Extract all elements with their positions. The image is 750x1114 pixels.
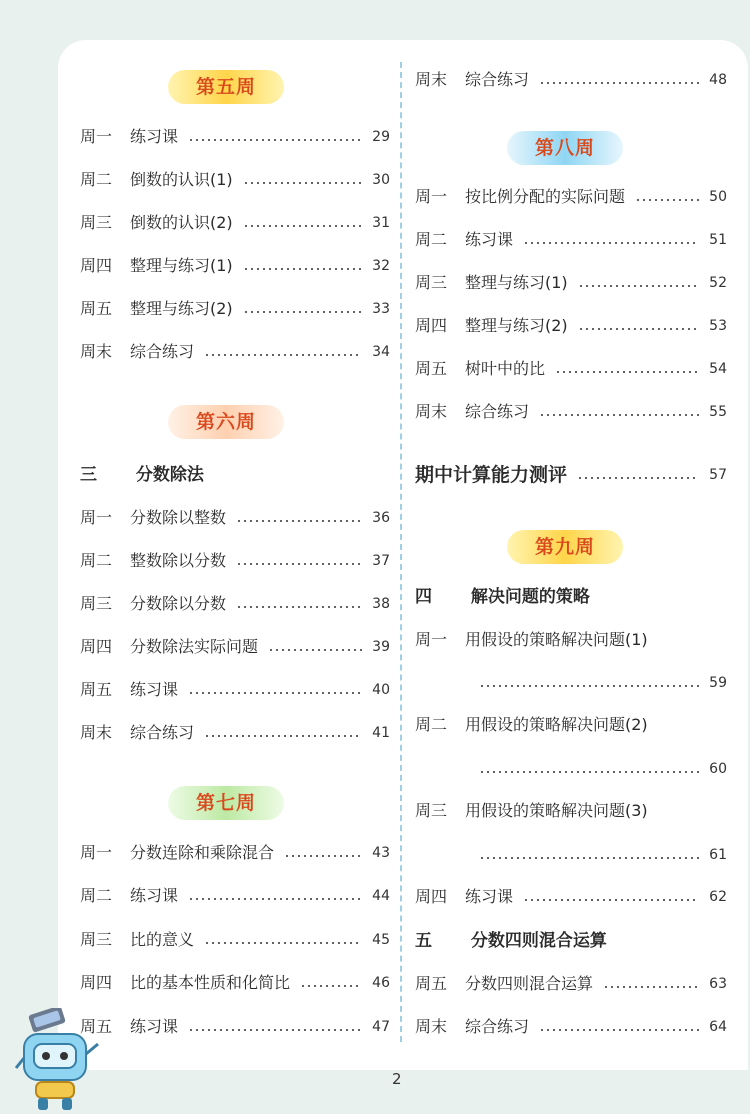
entry-title: 分数除法实际问题 xyxy=(130,637,259,656)
entry-title: 用假设的策略解决问题(2) xyxy=(465,715,648,734)
toc-entry[interactable] xyxy=(80,548,390,574)
toc-entry[interactable] xyxy=(415,67,727,93)
dot-leader xyxy=(236,606,362,608)
toc-entry[interactable] xyxy=(80,1014,390,1040)
toc-entry[interactable] xyxy=(80,124,390,150)
toc-entry[interactable] xyxy=(80,677,390,703)
entry-title: 用假设的策略解决问题(1) xyxy=(465,630,648,649)
entry-title: 整数除以分数 xyxy=(130,551,227,570)
week8-badge: 第八周 xyxy=(507,131,623,165)
toc-entry[interactable] xyxy=(80,634,390,660)
entry-day: 周二 xyxy=(80,551,113,570)
entry-page: 40 xyxy=(372,682,390,698)
dot-leader xyxy=(236,520,362,522)
entry-page: 53 xyxy=(709,318,727,334)
entry-title: 倒数的认识(1) xyxy=(130,170,233,189)
entry-page: 54 xyxy=(709,361,727,377)
toc-entry-line1[interactable] xyxy=(415,798,727,824)
entry-day: 周三 xyxy=(80,594,113,613)
dot-leader xyxy=(603,986,699,988)
dot-leader xyxy=(479,685,699,687)
toc-entry[interactable] xyxy=(80,253,390,279)
unit-heading xyxy=(415,927,607,955)
toc-entry[interactable] xyxy=(415,971,727,997)
entry-day: 周四 xyxy=(80,973,113,992)
entry-title: 按比例分配的实际问题 xyxy=(465,187,626,206)
unit-title: 解决问题的策略 xyxy=(470,587,590,607)
entry-day: 周三 xyxy=(80,213,113,232)
dot-leader xyxy=(268,649,362,651)
entry-page: 59 xyxy=(709,675,727,691)
dot-leader xyxy=(578,285,700,287)
toc-entry-line2[interactable] xyxy=(415,842,727,868)
dot-leader xyxy=(555,371,699,373)
entry-day: 周末 xyxy=(415,1017,448,1036)
entry-day: 周一 xyxy=(80,843,113,862)
dot-leader xyxy=(243,311,363,313)
dot-leader xyxy=(300,985,362,987)
entry-page: 48 xyxy=(709,72,727,88)
unit-number: 三 xyxy=(80,465,97,485)
dot-leader xyxy=(188,898,362,900)
entry-day: 周四 xyxy=(80,256,113,275)
entry-day: 周末 xyxy=(80,723,113,742)
entry-title: 综合练习 xyxy=(465,402,530,421)
entry-title: 练习课 xyxy=(465,887,514,906)
entry-title: 比的基本性质和化简比 xyxy=(130,973,291,992)
entry-day: 周五 xyxy=(415,974,448,993)
toc-entry[interactable] xyxy=(80,505,390,531)
dot-leader xyxy=(635,199,699,201)
unit-number: 四 xyxy=(415,587,432,607)
week5-badge: 第五周 xyxy=(168,70,284,104)
entry-page: 64 xyxy=(709,1019,727,1035)
entry-title: 练习课 xyxy=(130,1017,179,1036)
column-divider xyxy=(400,62,402,1042)
toc-entry[interactable] xyxy=(80,339,390,365)
entry-page: 60 xyxy=(709,761,727,777)
week7-badge: 第七周 xyxy=(168,786,284,820)
entry-title: 树叶中的比 xyxy=(465,359,546,378)
entry-page: 38 xyxy=(372,596,390,612)
entry-page: 44 xyxy=(372,888,390,904)
entry-page: 39 xyxy=(372,639,390,655)
midterm-entry[interactable] xyxy=(415,462,727,488)
entry-page: 51 xyxy=(709,232,727,248)
dot-leader xyxy=(479,857,699,859)
dot-leader xyxy=(243,268,363,270)
entry-day: 周二 xyxy=(80,886,113,905)
entry-day: 周一 xyxy=(80,508,113,527)
dot-leader xyxy=(539,414,699,416)
entry-page: 45 xyxy=(372,932,390,948)
entry-title: 分数除以分数 xyxy=(130,594,227,613)
entry-page: 29 xyxy=(372,129,390,145)
entry-page: 34 xyxy=(372,344,390,360)
toc-entry[interactable] xyxy=(80,296,390,322)
entry-page: 31 xyxy=(372,215,390,231)
entry-day: 周二 xyxy=(80,170,113,189)
dot-leader xyxy=(539,82,699,84)
toc-entry-line1[interactable] xyxy=(415,627,727,653)
entry-page: 55 xyxy=(709,404,727,420)
entry-day: 周三 xyxy=(415,801,448,820)
entry-day: 周五 xyxy=(80,680,113,699)
entry-day: 周三 xyxy=(415,273,448,292)
toc-entry[interactable] xyxy=(415,313,727,339)
entry-title: 综合练习 xyxy=(130,342,195,361)
dot-leader xyxy=(284,855,362,857)
midterm-title: 期中计算能力测评 xyxy=(415,464,568,486)
toc-entry[interactable] xyxy=(80,210,390,236)
entry-page: 57 xyxy=(709,467,727,483)
dot-leader xyxy=(243,225,363,227)
dot-leader xyxy=(204,354,362,356)
entry-page: 37 xyxy=(372,553,390,569)
entry-page: 52 xyxy=(709,275,727,291)
entry-page: 33 xyxy=(372,301,390,317)
entry-day: 周一 xyxy=(80,127,113,146)
toc-entry[interactable] xyxy=(415,270,727,296)
dot-leader xyxy=(204,942,362,944)
toc-entry[interactable] xyxy=(80,840,390,866)
entry-page: 30 xyxy=(372,172,390,188)
toc-entry[interactable] xyxy=(415,184,727,210)
toc-entry[interactable] xyxy=(415,399,727,425)
dot-leader xyxy=(243,182,363,184)
unit-number: 五 xyxy=(415,931,432,951)
toc-entry-line2[interactable] xyxy=(415,756,727,782)
entry-day: 周一 xyxy=(415,630,448,649)
week9-badge: 第九周 xyxy=(507,530,623,564)
entry-title: 整理与练习(1) xyxy=(130,256,233,275)
toc-entry[interactable] xyxy=(415,1014,727,1040)
entry-title: 分数四则混合运算 xyxy=(465,974,594,993)
unit-title: 分数四则混合运算 xyxy=(470,931,607,951)
entry-day: 周末 xyxy=(415,70,448,89)
entry-title: 练习课 xyxy=(130,127,179,146)
dot-leader xyxy=(577,477,699,479)
toc-entry[interactable] xyxy=(80,167,390,193)
entry-page: 36 xyxy=(372,510,390,526)
toc-entry[interactable] xyxy=(415,884,727,910)
toc-entry[interactable] xyxy=(415,227,727,253)
entry-title: 分数除以整数 xyxy=(130,508,227,527)
entry-title: 分数连除和乘除混合 xyxy=(130,843,275,862)
entry-page: 61 xyxy=(709,847,727,863)
dot-leader xyxy=(236,563,362,565)
entry-page: 41 xyxy=(372,725,390,741)
dot-leader xyxy=(523,242,699,244)
entry-title: 练习课 xyxy=(130,680,179,699)
entry-title: 整理与练习(2) xyxy=(465,316,568,335)
entry-title: 综合练习 xyxy=(465,70,530,89)
toc-entry[interactable] xyxy=(80,720,390,746)
dot-leader xyxy=(188,139,362,141)
toc-entry-line2[interactable] xyxy=(415,670,727,696)
entry-day: 周五 xyxy=(415,359,448,378)
entry-day: 周一 xyxy=(415,187,448,206)
entry-title: 练习课 xyxy=(465,230,514,249)
entry-day: 周三 xyxy=(80,930,113,949)
entry-title: 整理与练习(2) xyxy=(130,299,233,318)
toc-entry[interactable] xyxy=(80,883,390,909)
dot-leader xyxy=(204,735,362,737)
entry-day: 周四 xyxy=(415,316,448,335)
entry-title: 用假设的策略解决问题(3) xyxy=(465,801,648,820)
entry-title: 综合练习 xyxy=(465,1017,530,1036)
entry-page: 47 xyxy=(372,1019,390,1035)
entry-day: 周末 xyxy=(415,402,448,421)
entry-page: 46 xyxy=(372,975,390,991)
unit-title: 分数除法 xyxy=(135,465,204,485)
entry-page: 43 xyxy=(372,845,390,861)
entry-title: 倒数的认识(2) xyxy=(130,213,233,232)
entry-day: 周二 xyxy=(415,230,448,249)
entry-page: 50 xyxy=(709,189,727,205)
entry-page: 63 xyxy=(709,976,727,992)
entry-day: 周四 xyxy=(415,887,448,906)
dot-leader xyxy=(523,899,699,901)
entry-day: 周末 xyxy=(80,342,113,361)
unit-heading xyxy=(80,461,204,489)
toc-entry[interactable] xyxy=(80,591,390,617)
entry-title: 比的意义 xyxy=(130,930,195,949)
week6-badge: 第六周 xyxy=(168,405,284,439)
entry-page: 62 xyxy=(709,889,727,905)
dot-leader xyxy=(578,328,700,330)
entry-title: 练习课 xyxy=(130,886,179,905)
robot-mascot-icon xyxy=(14,1008,104,1112)
page-number: 2 xyxy=(392,1070,402,1088)
toc-entry[interactable] xyxy=(80,927,390,953)
dot-leader xyxy=(188,1029,362,1031)
toc-entry-line1[interactable] xyxy=(415,712,727,738)
entry-title: 整理与练习(1) xyxy=(465,273,568,292)
dot-leader xyxy=(188,692,362,694)
entry-day: 周四 xyxy=(80,637,113,656)
entry-day: 周二 xyxy=(415,715,448,734)
toc-entry[interactable] xyxy=(415,356,727,382)
entry-page: 32 xyxy=(372,258,390,274)
unit-heading xyxy=(415,583,590,611)
entry-day: 周五 xyxy=(80,299,113,318)
dot-leader xyxy=(539,1029,699,1031)
entry-title: 综合练习 xyxy=(130,723,195,742)
toc-entry[interactable] xyxy=(80,970,390,996)
dot-leader xyxy=(479,771,699,773)
entry-day: 周五 xyxy=(80,1017,113,1036)
